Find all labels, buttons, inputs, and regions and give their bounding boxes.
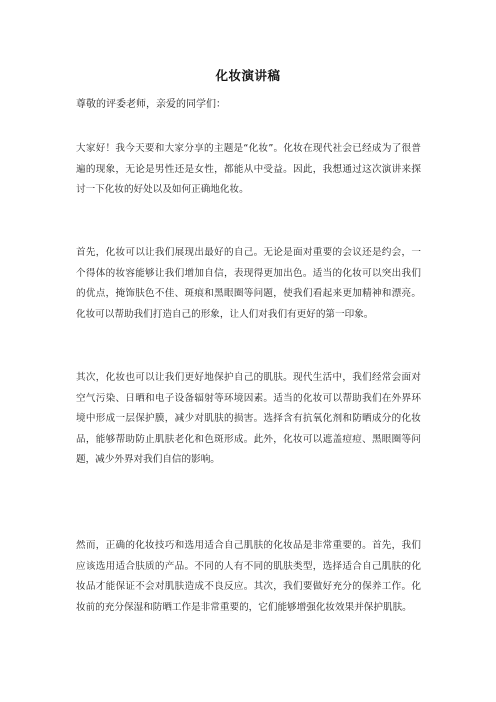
paragraph-intro: 大家好！我今天要和大家分享的主题是“化妆”。化妆在现代社会已经成为了很普遍的现象，无论是男性还是女性，都能从中受益。因此，我想通过这次演讲来探讨一下化妆的好处以及如何正确地化妆。 [76,143,421,196]
paragraph-correct-technique: 然而，正确的化妆技巧和选用适合自己肌肤的化妆品是非常重要的。首先，我们应该选用适合肤质的产品。不同的人有不同的肌肤类型，选择适合自己肌肤的化妆品才能保证不会对肌肤造成不良反应。其次，我们要做好充分的保养工作。化妆前的充分保湿和防晒工作是非常重要的，它们能够增强化妆效果并保护肌肤。 [76,540,421,613]
greeting-line: 尊敬的评委老师，亲爱的同学们： [76,99,226,110]
document-title: 化妆演讲稿 [215,68,281,83]
paragraph-benefit-image: 首先，化妆可以让我们展现出最好的自己。无论是面对重要的会议还是约会，一个得体的妆容能够让我们增加自信，表现得更加出色。适当的化妆可以突出我们的优点，掩饰肤色不佳、斑痕和黑眼圈等问题，使我们看起来更加精神和漂亮。化妆可以帮助我们打造自己的形象，让人们对我们有更好的第一印象。 [76,247,421,320]
paragraph-benefit-protection: 其次，化妆也可以让我们更好地保护自己的肌肤。现代生活中，我们经常会面对空气污染、日晒和电子设备辐射等环境因素。适当的化妆可以帮助我们在外界环境中形成一层保护膜，减少对肌肤的损害。选择含有抗氧化剂和防晒成分的化妆品，能够帮助防止肌肤老化和色斑形成。此外，化妆可以遮盖痘痘、黑眼圈等问题，减少外界对我们自信的影响。 [76,372,421,466]
